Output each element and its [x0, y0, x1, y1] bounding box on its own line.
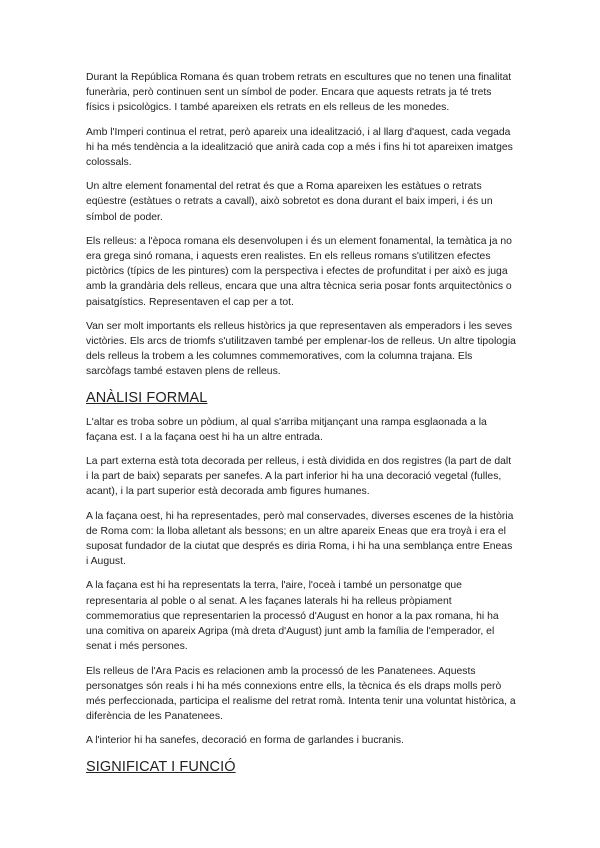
- heading-significat-funcio: SIGNIFICAT I FUNCIÓ: [86, 758, 236, 775]
- paragraph-republic-portraits: Durant la República Romana és quan trobem retrats en escultures que no tenen una finalitat funerària, però continuen sent un símbol de poder. Encara que aquests retrats ja té trets físics i psicològics. I també apareixen els retrats en els relleus de les monedes.: [86, 72, 512, 114]
- paragraph-east-facade: A la façana est hi ha representats la terra, l'aire, l'oceà i també un personatge que representaria al poble o al senat. A les façanes laterals hi ha relleus pròpiament commemoratius que representarien la processó d'August en honor a la pax romana, hi ha una comitiva on apareix Agripa (mà dreta d'August) junt amb la família de l'emperador, el senat i més persones.: [86, 580, 499, 653]
- paragraph-equestrian-statues: Un altre element fonamental del retrat és que a Roma apareixen les estàtues o retrats eqüestre (estàtues o retrats a cavall), això sobretot es dona durant el baix imperi, i és un símbol de poder.: [86, 181, 493, 223]
- document-body: [86, 70, 516, 784]
- paragraph-interior: A l'interior hi ha sanefes, decoració en forma de garlandes i bucranis.: [86, 735, 404, 747]
- paragraph-ara-pacis-reliefs: Els relleus de l'Ara Pacis es relacionen amb la processó de les Panatenees. Aquests personatges són reals i hi ha més connexions entre ells, la tècnica és els draps molls però més perfeccionada, participa el realisme del retrat romà. Intenta tenir una voluntat històrica, a diferència de les Panatenees.: [86, 665, 516, 723]
- paragraph-historic-reliefs: Van ser molt importants els relleus històrics ja que representaven als emperadors i les seves victòries. Els arcs de triomfs s'utilitzaven també per emplenar-los de relleus. Un altre tipologia dels relleus la trobem a les columnes commemoratives, com la columna trajana. Els sarcòfags també estaven plens de relleus.: [86, 320, 516, 378]
- paragraph-west-facade: A la façana oest, hi ha representades, però mal conservades, diverses escenes de la història de Roma com: la lloba alletant als bessons; en un altre apareix Eneas que era troyà i era el suposat fundador de la ciutat que després es diria Roma, i hi ha una semblança entre Eneas i August.: [86, 510, 514, 568]
- paragraph-reliefs: Els relleus: a l'època romana els desenvolupen i és un element fonamental, la temàtica ja no era grega sinó romana, i aquests eren realistes. En els relleus romans s'utilitzen efectes pictòrics (típics de les pintures) com la perspectiva i efectes de profunditat i per això es juga amb la grandària dels relleus, encara que una altra tècnica seria posar fonts arquitectònics o paisatgístics. Representaven el cap per a tot.: [86, 235, 512, 308]
- heading-analisi-formal: ANÀLISI FORMAL: [86, 389, 208, 406]
- paragraph-empire-idealization: Amb l'Imperi continua el retrat, però apareix una idealització, i al llarg d'aquest, cada vegada hi ha més tendència a la idealització que anirà cada cop a més i fins hi tot apareixen imatges colossals.: [86, 126, 513, 169]
- paragraph-external-decoration: La part externa està tota decorada per relleus, i està dividida en dos registres (la part de dalt i la part de baix) separats per sanefes. A la part inferior hi ha una decoració vegetal (fulles, acant), i la part superior està decorada amb figures humanes.: [86, 456, 512, 498]
- paragraph-altar-podium: L'altar es troba sobre un pòdium, al qual s'arriba mitjançant una rampa esglaonada a la façana est. I a la façana oest hi ha un altre entrada.: [86, 416, 487, 443]
